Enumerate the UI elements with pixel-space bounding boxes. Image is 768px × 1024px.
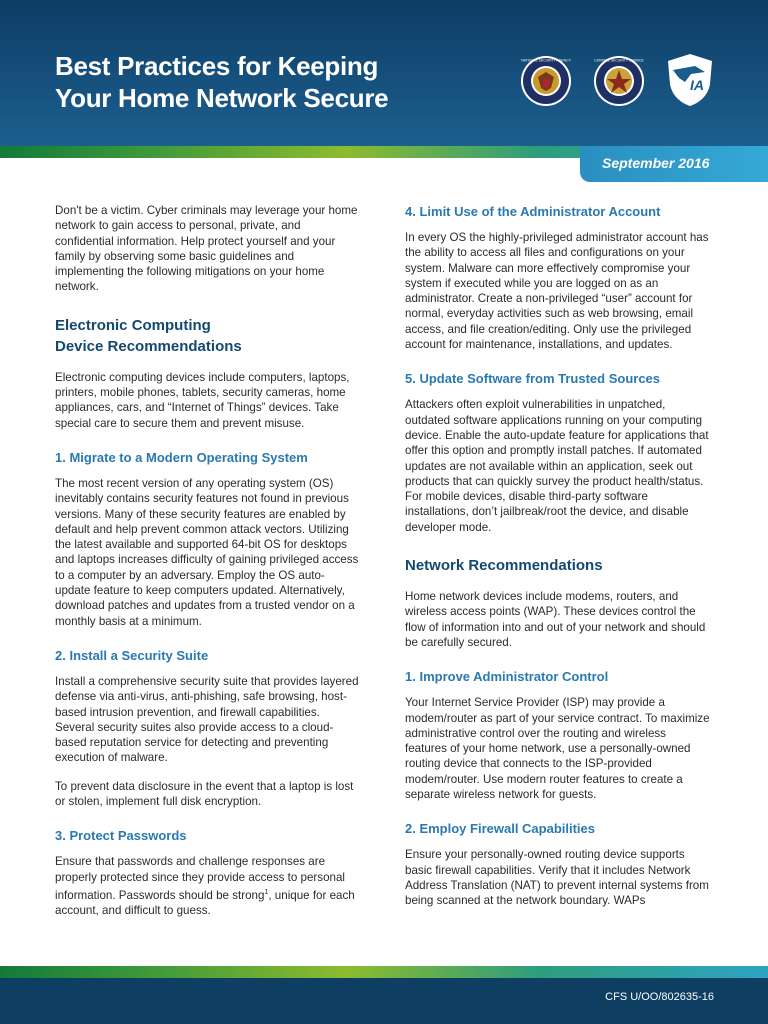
security-suite-paragraph: Install a comprehensive security suite that provides layered defense via anti-virus, anti-phishing, safe browsing, host-based intrusion prevention, and firewall capabilities. Several security suites also provide access to a cloud-based reputation service for detecting and preventing execution of malware. (55, 674, 359, 765)
item-heading-firewall: 2. Employ Firewall Capabilities (405, 821, 596, 837)
section-heading-devices-line2: Device Recommendations (55, 337, 242, 355)
update-software-paragraph: Attackers often exploit vulnerabilities in unpatched, outdated software applications running on your computing device. Enable the auto-update feature for applications that offer this option and promptly install patches. If automated updates are not available within an application, seek out products that can quickly survey the product health/status. For mobile devices, disable third-party software installations, don’t jailbreak/root the device, and disable developer mode. (405, 398, 709, 534)
network-intro-paragraph: Home network devices include modems, routers, and wireless access points (WAP). These devices control the flow of information into and out of your network and should be carefully secured. (405, 590, 706, 649)
item-heading-migrate-os: 1. Migrate to a Modern Operating System (55, 449, 308, 465)
page-title-line2: Your Home Network Secure (55, 83, 389, 113)
item-heading-update-software: 5. Update Software from Trusted Sources (405, 371, 661, 387)
seal2-text: CENTRAL SECURITY SERVICE (594, 58, 644, 63)
disk-encryption-paragraph: To prevent data disclosure in the event that a laptop is lost or stolen, implement full disk encryption. (55, 779, 354, 809)
item-heading-admin-control: 1. Improve Administrator Control (405, 669, 609, 685)
page-title-line1: Best Practices for Keeping (55, 51, 379, 81)
firewall-paragraph: Ensure your personally-owned routing device supports basic firewall capabilities. Verify that it includes Network Address Translation (NAT) to prevent internal systems from being scanned at the network boundary. WAPs (405, 848, 709, 908)
admin-control-paragraph: Your Internet Service Provider (ISP) may provide a modem/router as part of your service contract. To maximize administrative control over the routing and wireless features of your home network, use a personally-owned routing device that connects to the ISP-provided modem/router. Use modern router features to create a separate wireless network for guests. (405, 696, 710, 802)
section-heading-devices-line1: Electronic Computing (55, 316, 211, 334)
intro-paragraph: Don't be a victim. Cyber criminals may leverage your home network to gain access to personal, private, and confidential information. Help protect yourself and your family by observing some basic guidelines and implementing the following mitigations on your home network. (55, 204, 358, 294)
left-column (55, 203, 360, 931)
section-heading-devices (55, 315, 360, 357)
admin-account-paragraph: In every OS the highly-privileged administrator account has the ability to access all files and configurations on your system. Malware can more effectively compromise your system if executed while you are logged on as an administrator. Create a non-privileged “user” account for normal, everyday activities such as web browsing, email access, and file creation/editing. Only use the privileged account for maintenance, installations, and updates. (405, 231, 709, 352)
date-tab: September 2016 (580, 146, 768, 182)
bottom-color-stripe (0, 966, 768, 978)
item-heading-security-suite: 2. Install a Security Suite (55, 647, 209, 663)
css-seal-icon (593, 55, 645, 107)
passwords-text-b: , unique for each account, and difficult to guess. (55, 888, 355, 918)
document-code: CFS U/OO/802635-16 (605, 991, 714, 1003)
right-column (405, 203, 710, 922)
ia-logo-text: IA (690, 77, 704, 93)
devices-intro-paragraph: Electronic computing devices include computers, laptops, printers, mobile phones, tablets, security cameras, home appliances, cars, and “Internet of Things” devices. Take special care to secure them and prevent misuse. (55, 370, 350, 430)
item-heading-protect-passwords: 3. Protect Passwords (55, 828, 187, 844)
ia-shield-icon (665, 52, 715, 108)
header-banner (0, 0, 768, 146)
seal1-text: NATIONAL SECURITY AGENCY (521, 58, 571, 63)
footnote-marker: 1 (264, 888, 269, 896)
page-title (55, 50, 485, 114)
migrate-os-paragraph: The most recent version of any operating system (OS) inevitably contains security features not found in previous versions. Many of these security features are enabled by default and help prevent common attack vectors. Utilizing the latest available and supported 64-bit OS for desktops and laptops increases difficulty of gaining privileged access to a computer by an adversary. Employ the OS auto-update feature to keep computers updated. Alternatively, download patches and updates from a trusted vendor on a monthly basis at a minimum. (55, 476, 359, 628)
nsa-seal-icon (520, 55, 572, 107)
item-heading-admin-account: 4. Limit Use of the Administrator Account (405, 204, 661, 219)
section-heading-network: Network Recommendations (405, 557, 603, 575)
passwords-text-a: Ensure that passwords and challenge responses are properly protected since they provide access to personal information. Passwords should be strong (55, 855, 346, 902)
protect-passwords-paragraph (55, 854, 360, 918)
footer-bar (0, 978, 768, 1024)
